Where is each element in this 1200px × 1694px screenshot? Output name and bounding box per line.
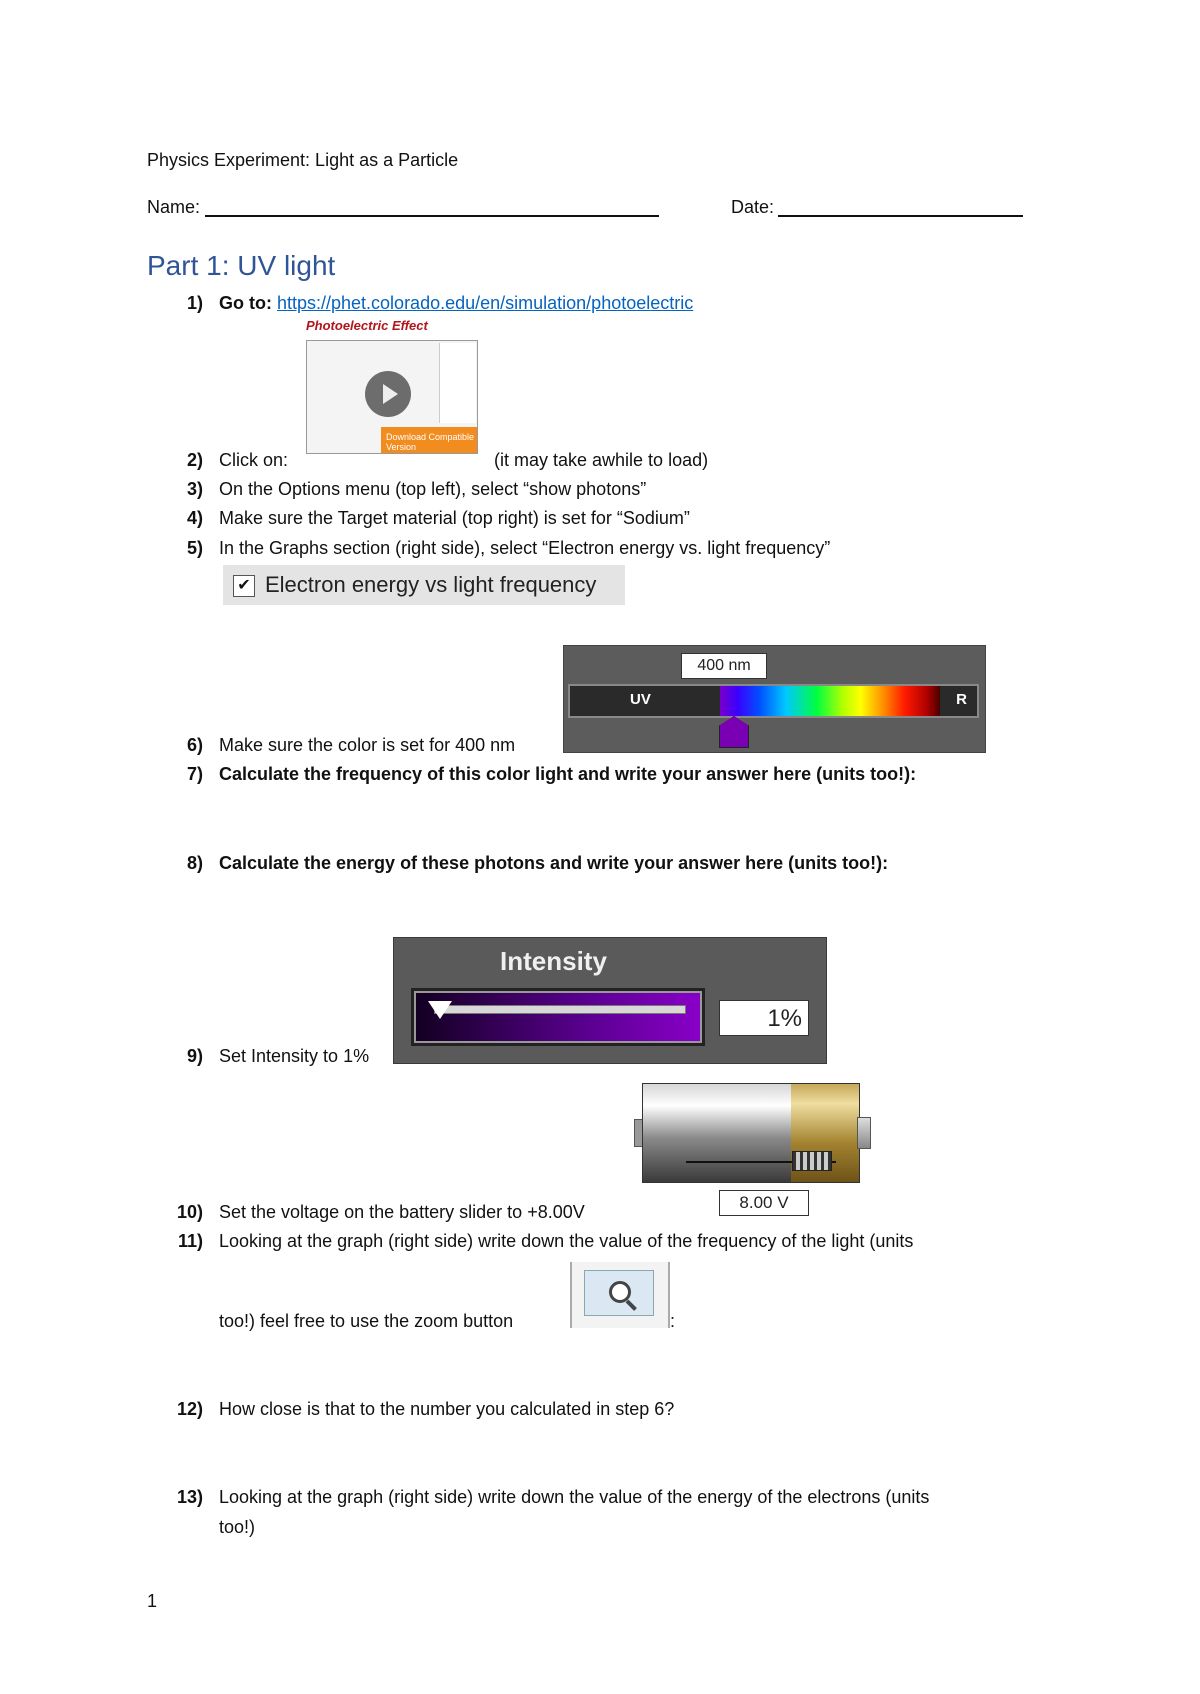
name-label: Name:: [147, 197, 201, 217]
download-badge[interactable]: [381, 427, 477, 453]
step-number: 1): [186, 293, 203, 313]
step-number: 2): [186, 450, 203, 470]
graph-checkbox-image: [223, 565, 625, 605]
simulation-thumbnail[interactable]: [300, 318, 478, 456]
voltage-readout[interactable]: 8.00 V: [719, 1190, 809, 1216]
wavelength-slider-handle[interactable]: [719, 716, 749, 748]
play-icon[interactable]: [365, 371, 411, 417]
battery-positive-terminal: [857, 1117, 871, 1149]
phet-link[interactable]: https://phet.colorado.edu/en/simulation/photoelectric: [276, 293, 694, 313]
step-number: 5): [186, 538, 203, 558]
step-text: Calculate the frequency of this color light and write your answer here (units too!):: [219, 764, 917, 784]
step-number: 12): [176, 1399, 203, 1419]
step-text: On the Options menu (top left), select “show photons”: [219, 479, 647, 499]
step-number: 4): [186, 508, 203, 528]
step-suffix: (it may take awhile to load): [494, 450, 709, 470]
step-number: 8): [186, 853, 203, 873]
checkbox-label: Electron energy vs light frequency: [265, 572, 597, 597]
rainbow-gradient: [720, 686, 940, 716]
intensity-slider-handle[interactable]: [428, 1001, 452, 1019]
step-text: In the Graphs section (right side), select “Electron energy vs. light frequency”: [219, 538, 831, 558]
step-number: 10): [176, 1202, 203, 1222]
intensity-title: Intensity: [500, 946, 607, 976]
spectrum-bar[interactable]: [568, 684, 979, 718]
date-blank-line[interactable]: [778, 215, 1023, 217]
step-text: Set Intensity to 1%: [219, 1046, 370, 1066]
zoom-handle-icon: [626, 1300, 637, 1311]
step-text: Calculate the energy of these photons and write your answer here (units too!):: [219, 853, 889, 873]
step-number: 6): [186, 735, 203, 755]
step-text: Make sure the color is set for 400 nm: [219, 735, 516, 755]
section-heading: Part 1: UV light: [147, 250, 336, 281]
zoom-button-image[interactable]: [570, 1262, 670, 1328]
step-text: Go to:: [219, 293, 277, 313]
checkmark-icon[interactable]: ✔: [233, 575, 255, 597]
wavelength-readout[interactable]: 400 nm: [681, 653, 767, 679]
step-text-continued: too!): [219, 1517, 256, 1537]
step-text-continued: too!) feel free to use the zoom button: [219, 1311, 514, 1331]
step-text: How close is that to the number you calculated in step 6?: [219, 1399, 675, 1419]
step-number: 13): [176, 1487, 203, 1507]
step-number: 11): [177, 1231, 203, 1251]
step-text: Make sure the Target material (top right) is set for “Sodium”: [219, 508, 690, 528]
document-title: Physics Experiment: Light as a Particle: [147, 150, 459, 170]
intensity-value-field[interactable]: 1%: [719, 1000, 809, 1036]
thumbnail-frame: [306, 340, 478, 454]
step-number: 7): [186, 764, 203, 784]
download-badge-text: Download Compatible Version: [386, 432, 475, 452]
wavelength-slider-image: [563, 645, 986, 753]
voltage-slider-handle[interactable]: [792, 1151, 832, 1171]
intensity-slider[interactable]: [411, 988, 705, 1046]
thumbnail-panel: [439, 343, 476, 423]
uv-label: UV: [630, 691, 651, 708]
name-blank-line[interactable]: [205, 215, 659, 217]
step-text: Looking at the graph (right side) write down the value of the energy of the electrons (units: [219, 1487, 930, 1507]
thumbnail-title: Photoelectric Effect: [306, 318, 428, 333]
step-text: Click on:: [219, 450, 289, 470]
date-label: Date:: [731, 197, 775, 217]
step-text: Looking at the graph (right side) write down the value of the frequency of the light (units: [219, 1231, 914, 1251]
step-number: 9): [186, 1046, 203, 1066]
page-number: 1: [147, 1591, 158, 1611]
step-number: 3): [186, 479, 203, 499]
r-label: R: [956, 691, 967, 708]
battery-image: [640, 1083, 870, 1212]
intensity-control-image: [393, 937, 827, 1064]
zoom-button-face: [584, 1270, 654, 1316]
step-suffix: :: [670, 1311, 676, 1331]
step-text: Set the voltage on the battery slider to +8.00V: [219, 1202, 585, 1222]
intensity-slider-track: [434, 1005, 686, 1014]
